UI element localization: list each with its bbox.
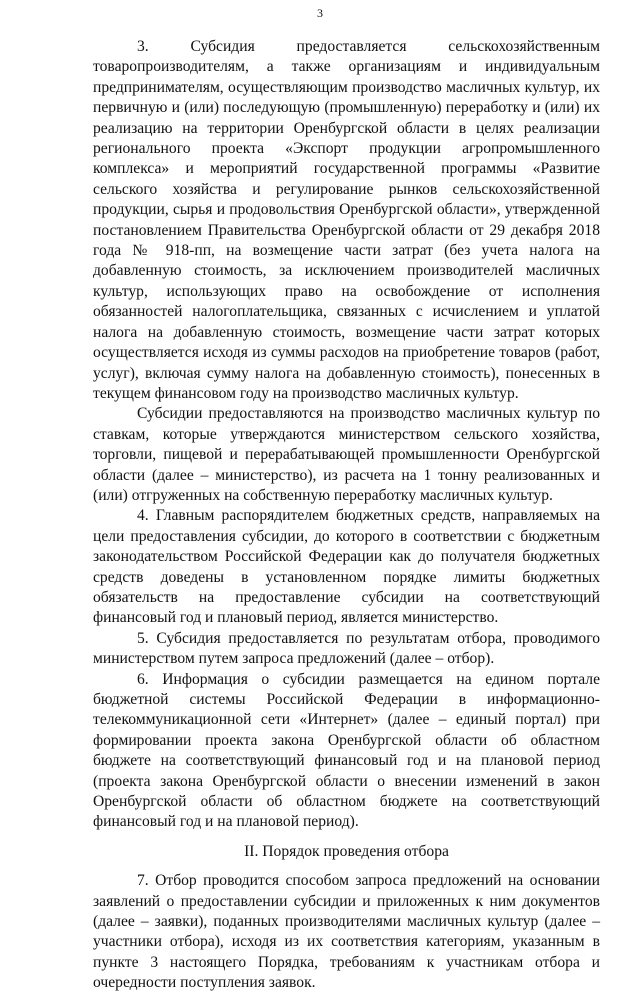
paragraph-3: 3. Субсидия предоставляется сельскохозяйственным товаропроизводителям, а также организациям и индивидуальным предпринимателям, осуществляющим производство масличных культур, их первичную и (или) последующую (промышленную) переработку и (или) их реализацию на территории Оренбургской области в целях реализации регионального проекта «Экспорт продукции агропромышленного комплекса» и мероприятий государственной программы «Развитие сельского хозяйства и регулирование рынков сельскохозяйственной продукции, сырья и продовольствия Оренбургской области», утвержденной постановлением Правительства Оренбургской области от 29 декабря 2018 года № 918-пп, на возмещение части затрат (без учета налога на добавленную стоимость, за исключением производителей масличных культур, использующих право на освобождение от исполнения обязанностей налогоплательщика, связанных с исчислением и уплатой налога на добавленную стоимость, возмещение части затрат которых осуществляется исходя из суммы расходов на приобретение товаров (работ, услуг), включая сумму налога на добавленную стоимость), понесенных в текущем финансовом году на производство масличных культур.	[93, 38, 600, 402]
paragraph-5: 5. Субсидия предоставляется по результатам отбора, проводимого министерством путем запроса предложений (далее – отбор).	[93, 629, 600, 668]
paragraph-6: 6. Информация о субсидии размещается на едином портале бюджетной системы Российской Федерации в информационно-телекоммуникационной сети «Интернет» (далее – единый портал) при формировании проекта закона Оренбургской области об областном бюджете на соответствующий финансовый год и на плановой период (проекта закона Оренбургской области о внесении изменений в закон Оренбургской области об областном бюджете на соответствующий финансовый год и на плановой период).	[93, 670, 600, 831]
paragraph-4: 4. Главным распорядителем бюджетных средств, направляемых на цели предоставления субсидии, до которого в соответствии с бюджетным законодательством Российской Федерации как до получателя бюджетных средств доведены в установленном порядке лимиты бюджетных обязательств на предоставление субсидии на соответствующий финансовый год и плановый период, является министерство.	[93, 507, 600, 627]
paragraph-7: 7. Отбор проводится способом запроса предложений на основании заявлений о предоставлении субсидии и приложенных к ним документов (далее – заявки), поданных производителями масличных культур (далее – участники отбора), исходя из их соответствия категориям, указанным в пункте 3 настоящего Порядка, требованиям к участникам отбора и очередности поступления заявок.	[93, 872, 600, 992]
paragraph-subsidy-rates: Субсидии предоставляются на производство масличных культур по ставкам, которые утверждаются министерством сельского хозяйства, торговли, пищевой и перерабатывающей промышленности Оренбургской области (далее – министерство), из расчета на 1 тонну реализованных и (или) отгруженных на собственную переработку масличных культур.	[93, 405, 600, 504]
page-number: 3	[317, 6, 323, 20]
document-body	[93, 37, 600, 994]
section-heading: II. Порядок проведения отбора	[244, 842, 449, 860]
